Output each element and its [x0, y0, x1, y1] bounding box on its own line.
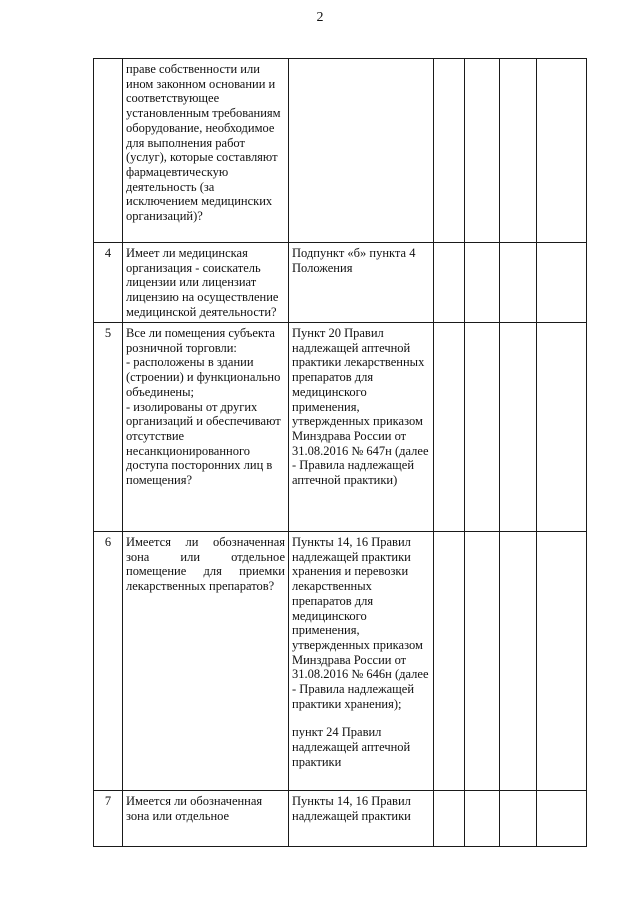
row-number-cell: 7 [94, 791, 123, 847]
row-number-cell: 6 [94, 532, 123, 791]
answer-cell-na [500, 532, 537, 791]
answer-cell-no [465, 323, 500, 532]
question-cell: Все ли помещения субъекта розничной торговли: - расположены в здании (строении) и функционально объединены; - изолированы от других организаций и обеспечивают отсутствие несанкционированного доступа посторонних лиц в помещения? [123, 323, 289, 532]
answer-cell-no [465, 243, 500, 323]
question-cell: Имеется ли обозначенная зона или отдельное [123, 791, 289, 847]
row-number-cell: 5 [94, 323, 123, 532]
row-number-cell [94, 59, 123, 243]
table-row [94, 323, 587, 532]
note-cell [537, 59, 587, 243]
question-cell: Имеет ли медицинская организация - соискатель лицензии или лицензиат лицензию на осуществление медицинской деятельности? [123, 243, 289, 323]
answer-cell-yes [434, 243, 465, 323]
answer-cell-yes [434, 791, 465, 847]
note-cell [537, 243, 587, 323]
answer-cell-no [465, 791, 500, 847]
row-number-cell: 4 [94, 243, 123, 323]
note-cell [537, 532, 587, 791]
basis-cell [289, 243, 434, 323]
question-cell: праве собственности или ином законном основании и соответствующее установленным требованиям оборудование, необходимое для выполнения работ (услуг), которые составляют фармацевтическую деятельность (за исключением медицинских организаций)? [123, 59, 289, 243]
answer-cell-na [500, 59, 537, 243]
note-cell [537, 791, 587, 847]
basis-cell [289, 323, 434, 532]
basis-cell [289, 532, 434, 791]
note-cell [537, 323, 587, 532]
answer-cell-yes [434, 59, 465, 243]
basis-paragraph: Пункты 14, 16 Правил надлежащей практики хранения и перевозки лекарственных препаратов для медицинского применения, утвержденных приказом Минздрава России от 31.08.2016 № 646н (далее - Правила надлежащей практики хранения); [292, 535, 429, 711]
answer-cell-no [465, 532, 500, 791]
question-cell: Имеется ли обозначенная зона или отдельное помещение для приемки лекарственных препаратов? [123, 532, 289, 791]
answer-cell-na [500, 791, 537, 847]
table-row [94, 59, 587, 243]
table-row [94, 791, 587, 847]
basis-cell [289, 59, 434, 243]
checklist-table [93, 58, 587, 847]
answer-cell-yes [434, 323, 465, 532]
basis-paragraph: Подпункт «б» пункта 4 Положения [292, 246, 416, 275]
basis-cell [289, 791, 434, 847]
page-number: 2 [316, 10, 324, 25]
answer-cell-na [500, 323, 537, 532]
answer-cell-no [465, 59, 500, 243]
answer-cell-na [500, 243, 537, 323]
table-row [94, 243, 587, 323]
answer-cell-yes [434, 532, 465, 791]
basis-paragraph: пункт 24 Правил надлежащей аптечной практики [292, 725, 411, 769]
basis-paragraph: Пункты 14, 16 Правил надлежащей практики [292, 794, 411, 823]
table-row [94, 532, 587, 791]
basis-paragraph: Пункт 20 Правил надлежащей аптечной практики лекарственных препаратов для медицинского применения, утвержденных приказом Минздрава России от 31.08.2016 № 647н (далее - Правила надлежащей аптечной практики) [292, 326, 429, 488]
